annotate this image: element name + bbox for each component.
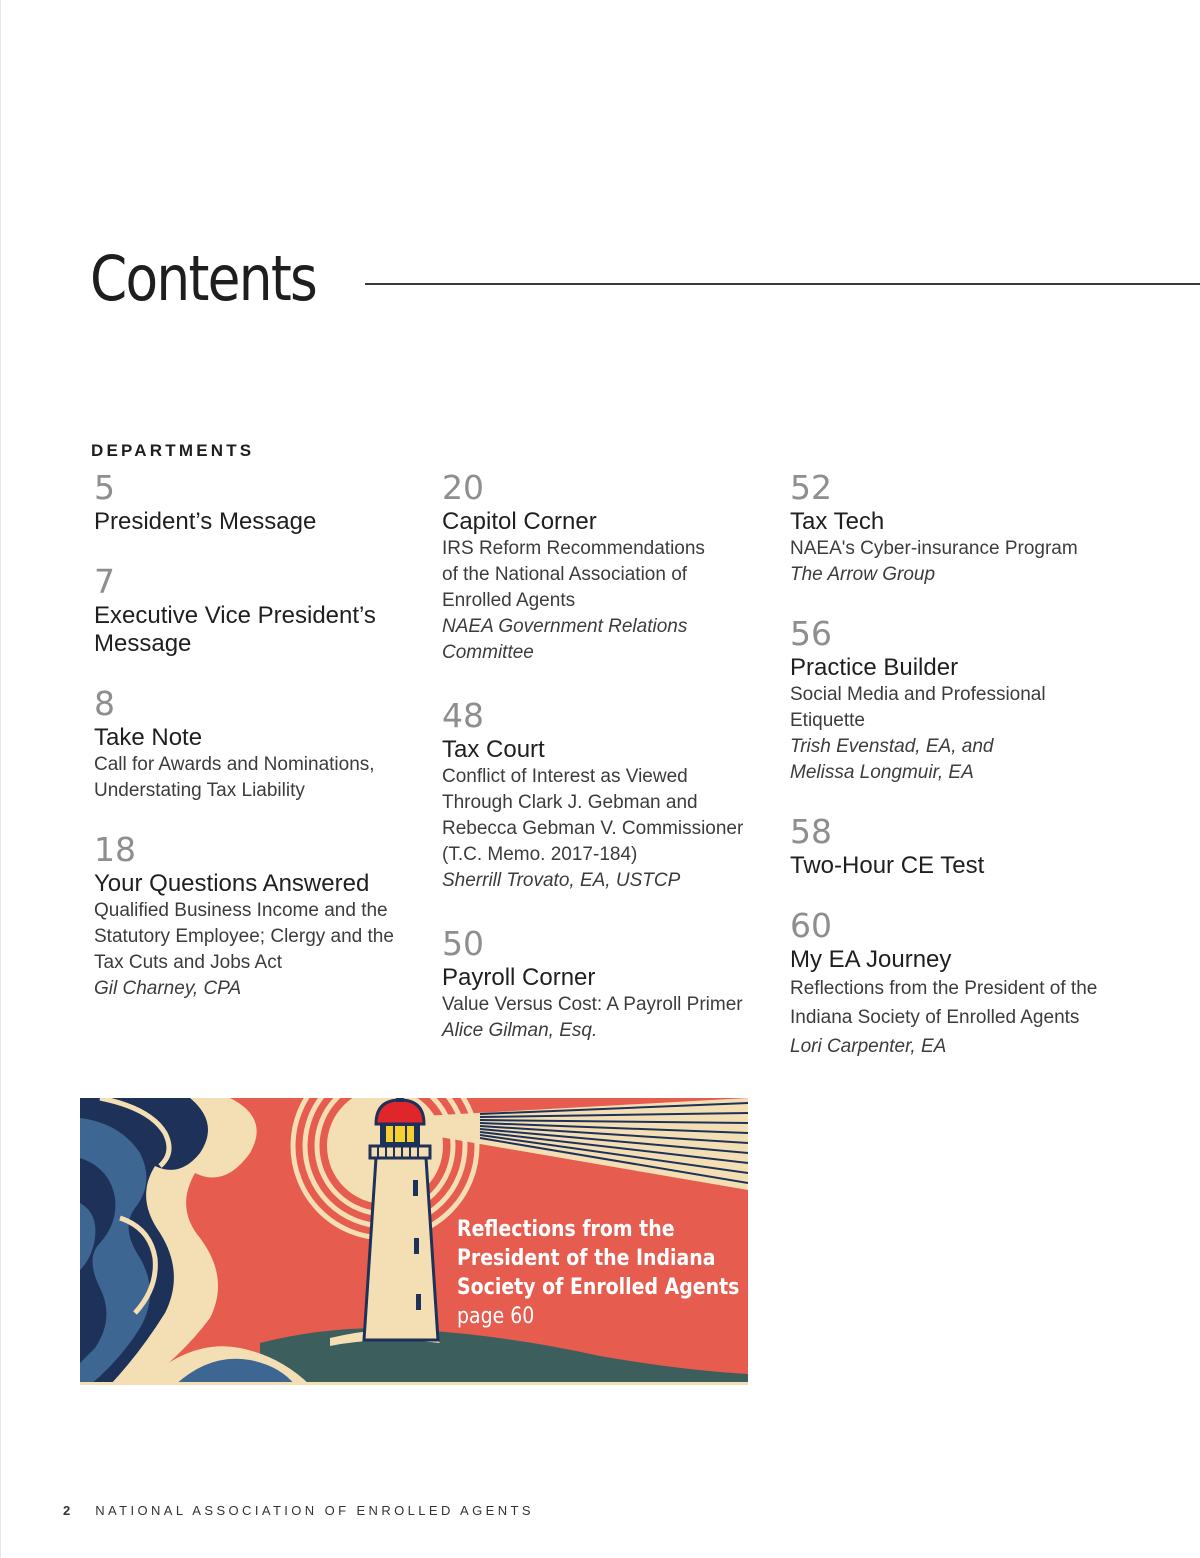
feature-lighthouse-banner[interactable] xyxy=(80,1098,748,1385)
entry-page-number: 7 xyxy=(94,562,115,601)
entry-title: Practice Builder xyxy=(790,654,959,681)
entry-title: Your Questions Answered xyxy=(94,870,370,897)
entry-author: Alice Gilman, Esq. xyxy=(442,1020,598,1041)
entry-title: Take Note xyxy=(94,724,203,751)
toc-entry-your-questions-answered[interactable] xyxy=(94,830,414,1002)
entry-description-line: Tax Cuts and Jobs Act xyxy=(94,952,282,973)
entry-page-number: 56 xyxy=(790,614,832,653)
entry-page-number: 48 xyxy=(442,696,484,735)
entry-description-line: (T.C. Memo. 2017-184) xyxy=(442,844,638,865)
toc-entry-executive-vp-message[interactable] xyxy=(94,562,414,658)
entry-description-line: Social Media and Professional xyxy=(790,684,1046,705)
entry-description-line: Call for Awards and Nominations, xyxy=(94,754,375,775)
entry-title: Tax Court xyxy=(442,736,545,763)
entry-description-line: Understating Tax Liability xyxy=(94,780,305,801)
footer-page-number: 2 xyxy=(63,1503,71,1518)
entry-description-line: NAEA's Cyber-insurance Program xyxy=(790,538,1078,559)
entry-description-line: IRS Reform Recommendations xyxy=(442,538,705,559)
entry-description-line: Qualified Business Income and the xyxy=(94,900,388,921)
entry-page-number: 58 xyxy=(790,812,832,851)
entry-title: Two-Hour CE Test xyxy=(790,852,985,879)
entry-author: Lori Carpenter, EA xyxy=(790,1036,947,1057)
toc-entry-take-note[interactable] xyxy=(94,684,414,804)
contents-column-3 xyxy=(790,468,1150,1087)
entry-author: The Arrow Group xyxy=(790,564,936,585)
entry-title: Tax Tech xyxy=(790,508,885,535)
toc-entry-two-hour-ce-test[interactable] xyxy=(790,812,1150,880)
entry-page-number: 20 xyxy=(442,468,484,507)
feature-page-reference: page 60 xyxy=(457,1304,535,1329)
entry-description-line: Enrolled Agents xyxy=(442,590,576,611)
feature-caption-line: President of the Indiana xyxy=(457,1246,716,1271)
entry-author-line: Trish Evenstad, EA, and xyxy=(790,736,994,757)
page-footer xyxy=(63,1503,534,1518)
entry-author-line: NAEA Government Relations xyxy=(442,616,688,637)
toc-entry-payroll-corner[interactable] xyxy=(442,924,772,1044)
entry-page-number: 5 xyxy=(94,468,115,507)
footer-publication-name: NATIONAL ASSOCIATION OF ENROLLED AGENTS xyxy=(95,1503,534,1518)
entry-page-number: 8 xyxy=(94,684,115,723)
toc-entry-practice-builder[interactable] xyxy=(790,614,1150,786)
title-rule xyxy=(365,283,1200,285)
entry-author: Gil Charney, CPA xyxy=(94,978,242,999)
section-label: DEPARTMENTS xyxy=(91,441,255,460)
entry-description-line: Indiana Society of Enrolled Agents xyxy=(790,1007,1080,1028)
entry-title-line: Executive Vice President’s xyxy=(94,602,376,629)
entry-page-number: 52 xyxy=(790,468,832,507)
lighthouse-dome xyxy=(376,1100,424,1124)
entry-page-number: 18 xyxy=(94,830,136,869)
entry-title-line: Message xyxy=(94,630,192,657)
feature-caption xyxy=(457,1215,740,1332)
toc-entry-presidents-message[interactable] xyxy=(94,468,414,536)
entry-page-number: 50 xyxy=(442,924,484,963)
entry-title: Capitol Corner xyxy=(442,508,597,535)
feature-caption-line: Reflections from the xyxy=(457,1217,675,1242)
lighthouse-tower xyxy=(364,1158,438,1340)
entry-title: Payroll Corner xyxy=(442,964,596,991)
page-edge xyxy=(0,0,1,1558)
entry-author-line: Committee xyxy=(442,642,534,663)
toc-entry-tax-tech[interactable] xyxy=(790,468,1150,588)
entry-description-line: Etiquette xyxy=(790,710,865,731)
toc-entry-tax-court[interactable] xyxy=(442,696,772,894)
entry-description-line: of the National Association of xyxy=(442,564,688,585)
entry-page-number: 60 xyxy=(790,906,832,945)
entry-title: My EA Journey xyxy=(790,946,952,973)
entry-title: President’s Message xyxy=(94,508,317,535)
entry-description-line: Reflections from the President of the xyxy=(790,978,1098,999)
lantern-light xyxy=(386,1126,414,1142)
entry-description-line: Statutory Employee; Clergy and the xyxy=(94,926,394,947)
entry-description-line: Through Clark J. Gebman and xyxy=(442,792,698,813)
page-title: Contents xyxy=(90,242,317,315)
contents-column-1 xyxy=(94,468,414,1028)
entry-description-line: Conflict of Interest as Viewed xyxy=(442,766,688,787)
contents-column-2 xyxy=(442,468,772,1070)
toc-entry-capitol-corner[interactable] xyxy=(442,468,772,666)
entry-author: Sherrill Trovato, EA, USTCP xyxy=(442,870,681,891)
toc-entry-my-ea-journey[interactable] xyxy=(790,906,1150,1061)
entry-description-line: Value Versus Cost: A Payroll Primer xyxy=(442,994,743,1015)
entry-description-line: Rebecca Gebman V. Commissioner xyxy=(442,818,744,839)
entry-author-line: Melissa Longmuir, EA xyxy=(790,762,974,783)
feature-caption-line: Society of Enrolled Agents xyxy=(457,1275,740,1300)
